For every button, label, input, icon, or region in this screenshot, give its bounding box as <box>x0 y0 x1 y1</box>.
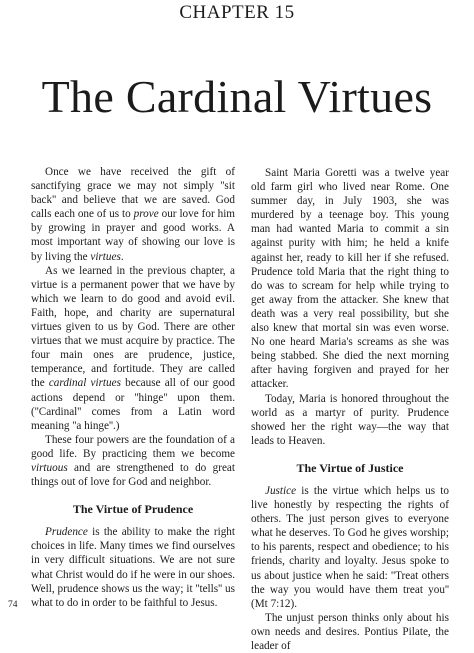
paragraph-sanctifying-grace: Once we have received the gift of sanctifying grace we may not simply ''sit back'' and believe that we are saved. God calls each one of us to prove our love for him by growing in prayer and good works. A most important way of showing our love is by living the virtues. <box>31 166 236 263</box>
paragraph-justice: Justice is the virtue which helps us to live honestly by respecting the rights of others. The just person gives to everyone what he deserves. To God he gives worship; to his parents, respect and obedience; to his friends, charity and loyalty. Jesus spoke to us about justice when he said: ''Treat others the way you would have them treat you'' (Mt 7:12). <box>251 484 449 610</box>
page-number: 74 <box>8 600 18 610</box>
heading-virtue-of-prudence: The Virtue of Prudence <box>72 502 194 517</box>
chapter-title: The Cardinal Virtues <box>41 71 433 122</box>
right-column <box>251 165 449 653</box>
paragraph-foundation: These four powers are the foundation of a good life. By practicing them we become virtuous and are strengthened to do great things out of love for God and neighbor. <box>31 433 235 489</box>
paragraph-virtue-definition: As we learned in the previous chapter, a virtue is a permanent power that we have by which we learn to do good and avoid evil. Faith, hope, and charity are supernatural virtues given to us by God. There are other virtues that we must acquire by practice. The four main ones are prudence, justice, temperance, and fortitude. They are called the cardinal virtues because all of our good actions depend or ''hinge'' upon them. (''Cardinal'' comes from a Latin word meaning ''a hinge''.) <box>31 264 235 432</box>
heading-virtue-of-justice: The Virtue of Justice <box>296 460 404 475</box>
left-column <box>31 165 235 610</box>
paragraph-prudence: Prudence is the ability to make the right choices in life. Many times we find ourselves in very difficult situations. We are not sure what Christ would do if he were in our shoes. Well, prudence shows us the way; it ''tells'' us what to do in order to be faithful to Jesus. <box>31 526 235 609</box>
paragraph-martyr-of-purity: Today, Maria is honored throughout the world as a martyr of purity. Prudence showed her the right way—the way that leads to Heaven. <box>251 392 449 447</box>
chapter-label: CHAPTER 15 <box>179 2 295 23</box>
paragraph-unjust-person: The unjust person thinks only about his own needs and desires. Pontius Pilate, the leader of <box>251 611 449 652</box>
paragraph-maria-goretti: Saint Maria Goretti was a twelve year old farm girl who lived near Rome. One summer day, in July 1903, she was murdered by a teenage boy. This young man had wanted Maria to commit a sin against purity with him; he held a knife against her, ready to kill her if she refused. Prudence told Maria that the right thing to do was to scream for help while trying to get away from the attacker. She knew that death was a very real possibility, but she also knew that mortal sin was even worse. No one heard Maria's screams as she was being stabbed. She died the next morning after having forgiven and prayed for her attacker. <box>251 167 449 391</box>
